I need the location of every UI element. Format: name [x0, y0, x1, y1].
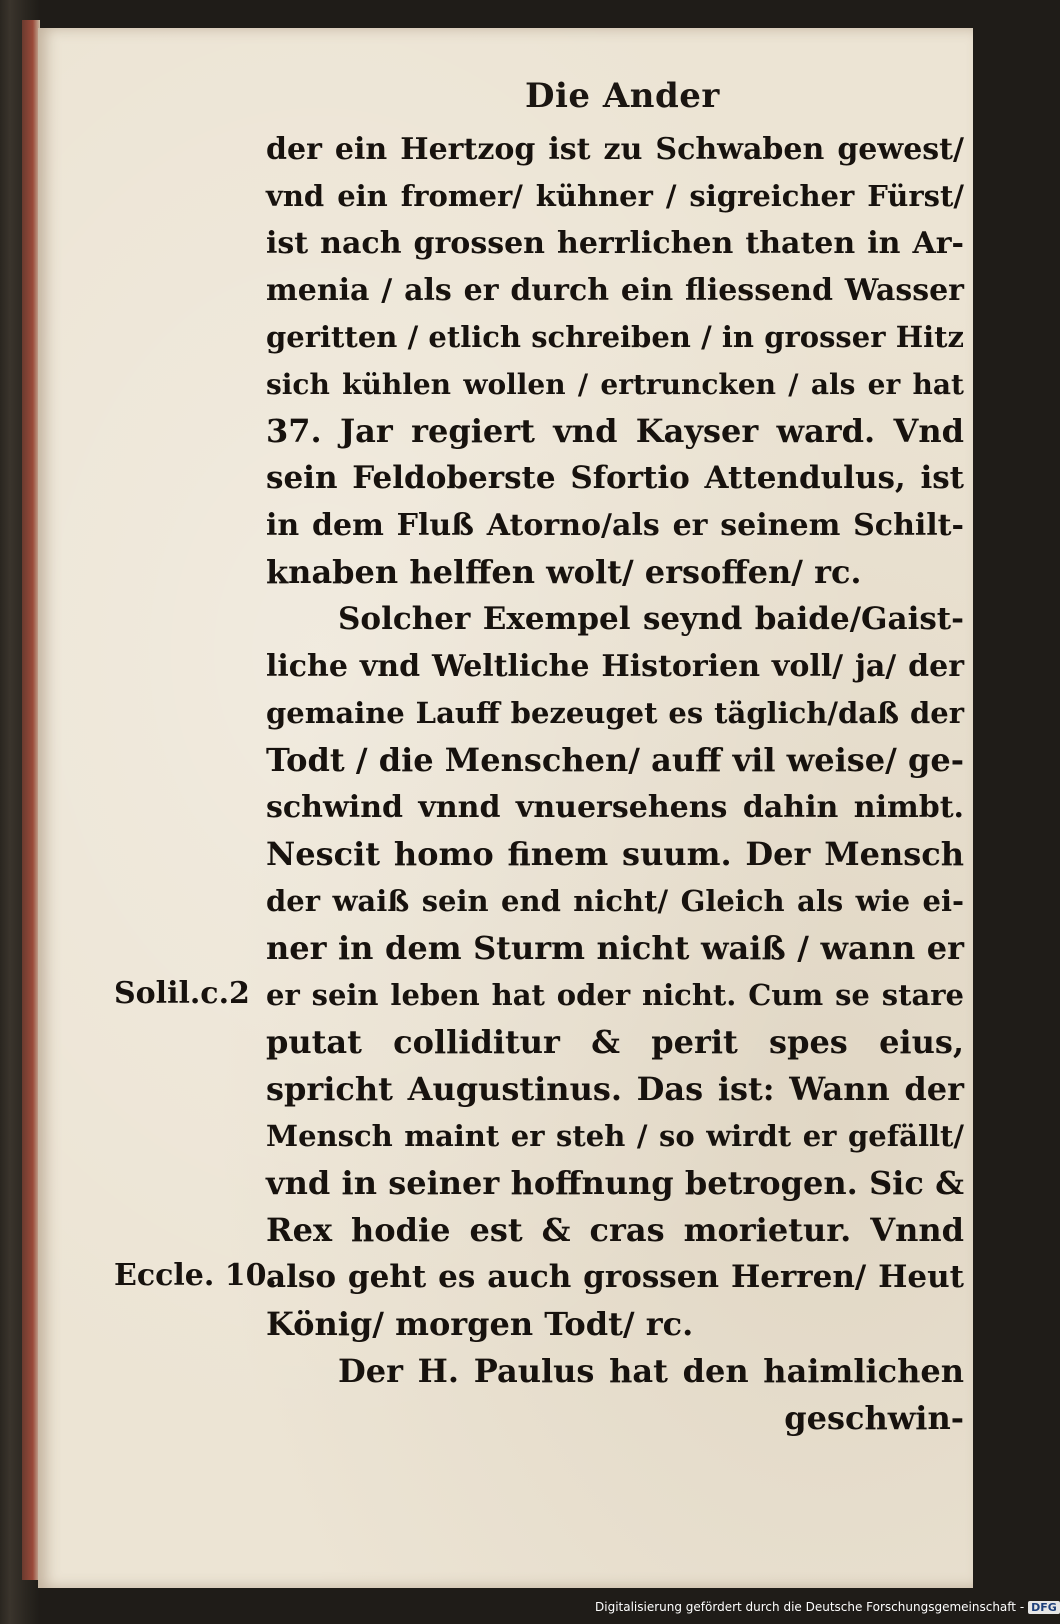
text-line: spricht Augustinus. Das ist: Wann der: [266, 1070, 964, 1108]
margin-note-soliloquia: Solil.c.2: [114, 976, 250, 1011]
text-line: Solcher Exempel seynd baide/Gaist-: [338, 601, 964, 637]
text-line: gemaine Lauff bezeuget es täglich/daß der: [266, 696, 964, 730]
text-line: vnd ein fromer/ kühner / sigreicher Fürst/: [266, 179, 964, 213]
text-line: 37. Jar regiert vnd Kayser ward. Vnd: [266, 412, 964, 450]
margin-note-ecclesiasticus: Eccle. 10.: [114, 1258, 277, 1293]
text-line: putat colliditur & perit spes eius,: [266, 1023, 964, 1061]
text-line: ist nach grossen herrlichen thaten in Ar-: [266, 226, 964, 261]
text-line: Der H. Paulus hat den haimlichen: [338, 1352, 964, 1390]
book-page: [38, 28, 973, 1588]
text-line: geritten / etlich schreiben / in grosser Hitz: [266, 320, 964, 354]
text-line: Rex hodie est & cras morietur. Vnnd: [266, 1211, 964, 1249]
text-line: ner in dem Sturm nicht waiß / wann er: [266, 929, 964, 967]
text-line: König/ morgen Todt/ rc.: [266, 1305, 694, 1343]
text-line: er sein leben hat oder nicht. Cum se stare: [266, 978, 964, 1012]
text-line: in dem Fluß Atorno/als er seinem Schilt-: [266, 508, 964, 543]
text-line: also geht es auch grossen Herren/ Heut: [266, 1259, 964, 1295]
running-head: Die Ander: [525, 76, 720, 116]
text-line: Todt / die Menschen/ auff vil weise/ ge-: [266, 741, 964, 779]
text-line: vnd in seiner hoffnung betrogen. Sic &: [266, 1164, 964, 1202]
text-line: der ein Hertzog ist zu Schwaben gewest/: [266, 132, 964, 167]
dfg-logo: DFG: [1028, 1601, 1060, 1614]
text-line: Mensch maint er steh / so wirdt er gefällt/: [266, 1119, 964, 1153]
text-line: sich kühlen wollen / ertruncken / als er hat: [266, 368, 964, 401]
catchword: geschwin-: [784, 1399, 964, 1437]
text-line: menia / als er durch ein fliessend Wasser: [266, 273, 964, 308]
text-line: liche vnd Weltliche Historien voll/ ja/ der: [266, 649, 964, 684]
text-line: der waiß sein end nicht/ Gleich als wie ei-: [266, 884, 964, 918]
digitization-credit: [595, 1600, 1060, 1614]
text-line: knaben helffen wolt/ ersoffen/ rc.: [266, 553, 862, 591]
credit-text: Digitalisierung gefördert durch die Deutsche Forschungsgemeinschaft -: [595, 1600, 1025, 1614]
text-block: [266, 126, 964, 1442]
text-line: Nescit homo finem suum. Der Mensch: [266, 835, 964, 873]
text-line: sein Feldoberste Sfortio Attendulus, ist: [266, 460, 964, 496]
text-line: schwind vnnd vnuersehens dahin nimbt.: [266, 790, 964, 825]
